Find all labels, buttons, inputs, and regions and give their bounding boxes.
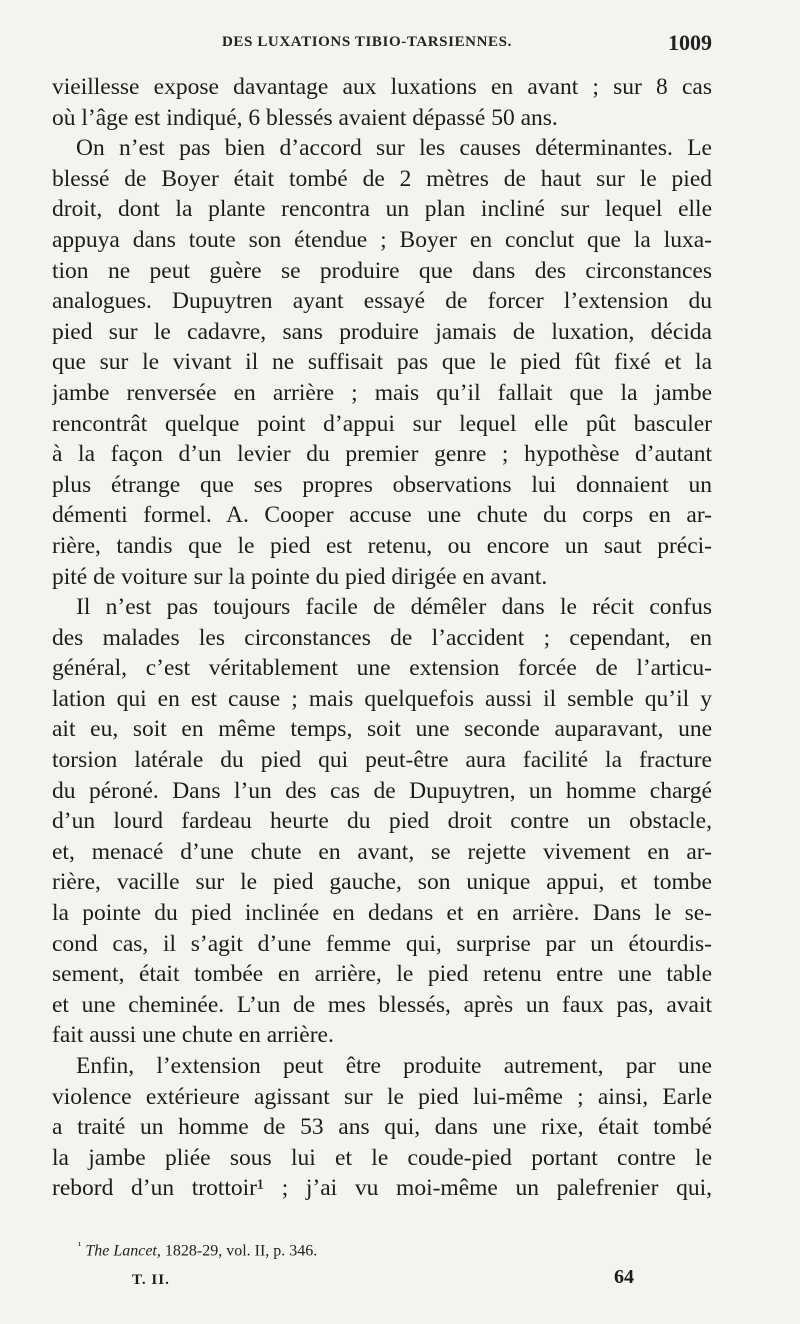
text-line: fait aussi une chute en arrière. <box>52 1022 334 1049</box>
text-line: On n’est pas bien d’accord sur les causes déterminantes. Le <box>76 135 712 162</box>
text-line: blessé de Boyer était tombé de 2 mètres de haut sur le pied <box>52 165 712 192</box>
text-line: du péroné. Dans l’un des cas de Dupuytren, un homme chargé <box>52 777 712 804</box>
text-line: la pointe du pied inclinée en dedans et en arrière. Dans le se- <box>52 900 712 927</box>
text-line: rière, vacille sur le pied gauche, son unique appui, et tombe <box>52 869 712 896</box>
text-line: rebord d’un trottoir¹ ; j’ai vu moi-même un palefrenier qui, <box>52 1175 712 1202</box>
signature-mark: T. II. <box>132 1272 170 1288</box>
text-line: général, c’est véritablement une extension forcée de l’articu- <box>52 655 712 682</box>
page-number: 1009 <box>668 30 712 55</box>
text-line: cond cas, il s’agit d’une femme qui, surprise par un étourdis- <box>52 930 712 957</box>
footnote-details: 1828-29, vol. II, p. 346. <box>164 1242 318 1260</box>
text-line: plus étrange que ses propres observations lui donnaient un <box>52 471 712 498</box>
text-line: analogues. Dupuytren ayant essayé de forcer l’extension du <box>52 288 712 315</box>
text-line: démenti formel. A. Cooper accuse une chute du corps en ar- <box>52 502 712 529</box>
text-line: torsion latérale du pied qui peut-être aura facilité la fracture <box>52 747 712 774</box>
text-line: appuya dans toute son étendue ; Boyer en conclut que la luxa- <box>52 226 712 253</box>
text-line: pied sur le cadavre, sans produire jamais de luxation, décida <box>52 318 712 345</box>
page-header <box>52 30 712 62</box>
text-line: d’un lourd fardeau heurte du pied droit contre un obstacle, <box>52 808 712 835</box>
text-line: droit, dont la plante rencontra un plan incliné sur lequel elle <box>52 196 712 223</box>
text-line: Enfin, l’extension peut être produite autrement, par une <box>76 1053 712 1079</box>
sheet-number: 64 <box>614 1266 634 1288</box>
text-line: violence extérieure agissant sur le pied lui-même ; ainsi, Earle <box>52 1083 712 1110</box>
text-line: tion ne peut guère se produire que dans des circonstances <box>52 257 712 284</box>
text-line: la jambe pliée sous lui et le coude-pied portant contre le <box>52 1144 712 1171</box>
footnote-marker: ¹ <box>78 1240 82 1252</box>
text-line: où l’âge est indiqué, 6 blessés avaient dépassé 50 ans. <box>52 104 558 131</box>
footnote <box>78 1240 317 1260</box>
running-title: DES LUXATIONS TIBIO-TARSIENNES. <box>222 34 512 50</box>
text-line: jambe renversée en arrière ; mais qu’il fallait que la jambe <box>52 379 712 406</box>
text-line: et une cheminée. L’un de mes blessés, après un faux pas, avait <box>52 991 712 1018</box>
text-line: Il n’est pas toujours facile de démêler dans le récit confus <box>76 594 712 621</box>
text-line: ait eu, soit en même temps, soit une seconde auparavant, une <box>52 716 712 743</box>
body-text <box>52 72 712 1204</box>
text-line: à la façon d’un levier du premier genre ; hypothèse d’autant <box>52 441 712 468</box>
footnote-journal: The Lancet, <box>85 1242 161 1260</box>
text-line: rencontrât quelque point d’appui sur lequel elle pût basculer <box>52 410 712 437</box>
text-line: lation qui en est cause ; mais quelquefois aussi il semble qu’il y <box>52 685 712 712</box>
text-line: et, menacé d’une chute en avant, se rejette vivement en ar- <box>52 838 712 865</box>
text-line: sement, était tombée en arrière, le pied retenu entre une table <box>52 961 712 988</box>
text-line: pité de voiture sur la pointe du pied dirigée en avant. <box>52 563 548 590</box>
text-line: des malades les circonstances de l’accident ; cependant, en <box>52 624 712 651</box>
text-line: que sur le vivant il ne suffisait pas que le pied fût fixé et la <box>52 349 712 376</box>
text-line: rière, tandis que le pied est retenu, ou encore un saut préci- <box>52 532 712 559</box>
text-line: a traité un homme de 53 ans qui, dans une rixe, était tombé <box>52 1114 712 1141</box>
text-line: vieillesse expose davantage aux luxations en avant ; sur 8 cas <box>52 74 712 100</box>
